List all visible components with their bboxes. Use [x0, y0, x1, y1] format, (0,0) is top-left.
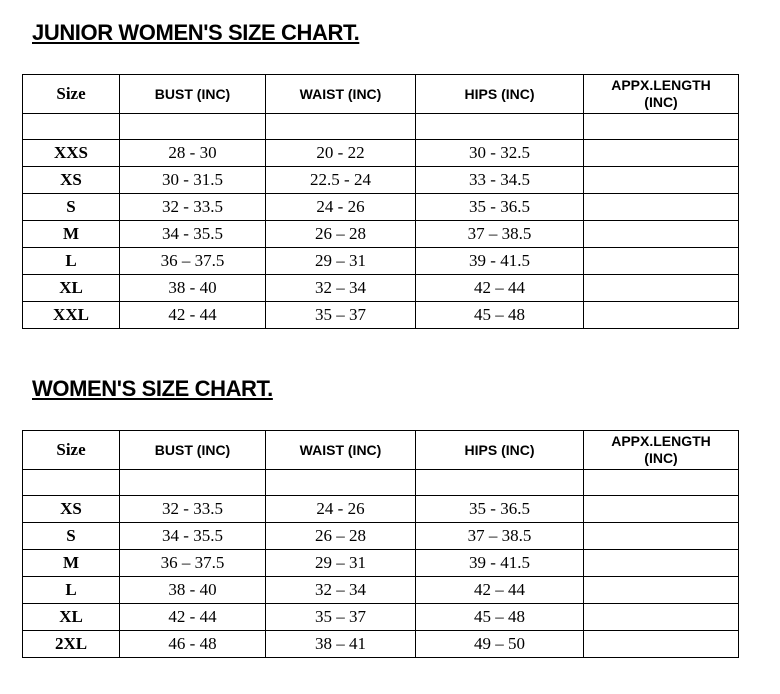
size-cell: XL: [23, 604, 120, 631]
waist-cell: 29 – 31: [266, 248, 416, 275]
header-length-line2: (INC): [644, 94, 678, 110]
size-cell: 2XL: [23, 631, 120, 658]
hips-cell: 49 – 50: [416, 631, 584, 658]
waist-cell: 22.5 - 24: [266, 167, 416, 194]
header-length-line1: APPX.LENGTH: [611, 77, 711, 93]
hips-cell: 37 – 38.5: [416, 523, 584, 550]
blank-cell: [584, 114, 739, 140]
size-cell: XL: [23, 275, 120, 302]
junior-size-table: [22, 74, 739, 329]
header-length-line2: (INC): [644, 450, 678, 466]
table-row: [23, 140, 739, 167]
blank-cell: [416, 114, 584, 140]
length-cell: [584, 604, 739, 631]
blank-cell: [266, 114, 416, 140]
length-cell: [584, 248, 739, 275]
length-cell: [584, 550, 739, 577]
hips-cell: 37 – 38.5: [416, 221, 584, 248]
header-row: [23, 75, 739, 114]
table-row: [23, 194, 739, 221]
women-chart-title: WOMEN'S SIZE CHART.: [32, 376, 273, 401]
hips-cell: 42 – 44: [416, 577, 584, 604]
blank-cell: [120, 470, 266, 496]
length-cell: [584, 302, 739, 329]
length-cell: [584, 140, 739, 167]
table-row: [23, 167, 739, 194]
blank-row: [23, 470, 739, 496]
hips-cell: 39 - 41.5: [416, 248, 584, 275]
bust-cell: 42 - 44: [120, 604, 266, 631]
size-cell: M: [23, 550, 120, 577]
size-cell: M: [23, 221, 120, 248]
length-cell: [584, 167, 739, 194]
blank-cell: [266, 470, 416, 496]
length-cell: [584, 577, 739, 604]
header-length: [584, 75, 739, 114]
blank-cell: [416, 470, 584, 496]
hips-cell: 35 - 36.5: [416, 496, 584, 523]
waist-cell: 35 – 37: [266, 302, 416, 329]
size-cell: L: [23, 248, 120, 275]
waist-cell: 32 – 34: [266, 275, 416, 302]
table-row: [23, 248, 739, 275]
table-row: [23, 221, 739, 248]
header-hips: HIPS (INC): [416, 75, 584, 114]
table-row: [23, 496, 739, 523]
waist-cell: 24 - 26: [266, 496, 416, 523]
table-row: [23, 577, 739, 604]
bust-cell: 30 - 31.5: [120, 167, 266, 194]
length-cell: [584, 631, 739, 658]
bust-cell: 36 – 37.5: [120, 248, 266, 275]
bust-cell: 34 - 35.5: [120, 523, 266, 550]
table-row: [23, 604, 739, 631]
header-size: Size: [23, 75, 120, 114]
hips-cell: 33 - 34.5: [416, 167, 584, 194]
bust-cell: 32 - 33.5: [120, 496, 266, 523]
hips-cell: 42 – 44: [416, 275, 584, 302]
waist-cell: 32 – 34: [266, 577, 416, 604]
table-row: [23, 275, 739, 302]
hips-cell: 45 – 48: [416, 302, 584, 329]
table-row: [23, 302, 739, 329]
size-cell: XXL: [23, 302, 120, 329]
header-length: [584, 431, 739, 470]
length-cell: [584, 496, 739, 523]
hips-cell: 45 – 48: [416, 604, 584, 631]
bust-cell: 32 - 33.5: [120, 194, 266, 221]
length-cell: [584, 523, 739, 550]
bust-cell: 38 - 40: [120, 275, 266, 302]
table-row: [23, 550, 739, 577]
blank-cell: [120, 114, 266, 140]
size-cell: S: [23, 194, 120, 221]
waist-cell: 26 – 28: [266, 221, 416, 248]
waist-cell: 29 – 31: [266, 550, 416, 577]
header-bust: BUST (INC): [120, 431, 266, 470]
header-length-line1: APPX.LENGTH: [611, 433, 711, 449]
blank-cell: [23, 470, 120, 496]
size-cell: XS: [23, 167, 120, 194]
bust-cell: 46 - 48: [120, 631, 266, 658]
waist-cell: 38 – 41: [266, 631, 416, 658]
blank-row: [23, 114, 739, 140]
length-cell: [584, 275, 739, 302]
header-row: [23, 431, 739, 470]
waist-cell: 20 - 22: [266, 140, 416, 167]
header-hips: HIPS (INC): [416, 431, 584, 470]
hips-cell: 35 - 36.5: [416, 194, 584, 221]
size-cell: XS: [23, 496, 120, 523]
women-size-table: [22, 430, 739, 658]
blank-cell: [23, 114, 120, 140]
table-row: [23, 523, 739, 550]
size-cell: XXS: [23, 140, 120, 167]
table-row: [23, 631, 739, 658]
header-waist: WAIST (INC): [266, 431, 416, 470]
hips-cell: 39 - 41.5: [416, 550, 584, 577]
bust-cell: 42 - 44: [120, 302, 266, 329]
bust-cell: 38 - 40: [120, 577, 266, 604]
header-size: Size: [23, 431, 120, 470]
size-cell: S: [23, 523, 120, 550]
size-cell: L: [23, 577, 120, 604]
length-cell: [584, 221, 739, 248]
bust-cell: 34 - 35.5: [120, 221, 266, 248]
waist-cell: 24 - 26: [266, 194, 416, 221]
bust-cell: 36 – 37.5: [120, 550, 266, 577]
length-cell: [584, 194, 739, 221]
header-waist: WAIST (INC): [266, 75, 416, 114]
hips-cell: 30 - 32.5: [416, 140, 584, 167]
waist-cell: 35 – 37: [266, 604, 416, 631]
bust-cell: 28 - 30: [120, 140, 266, 167]
junior-chart-title: JUNIOR WOMEN'S SIZE CHART.: [32, 20, 360, 45]
blank-cell: [584, 470, 739, 496]
header-bust: BUST (INC): [120, 75, 266, 114]
waist-cell: 26 – 28: [266, 523, 416, 550]
